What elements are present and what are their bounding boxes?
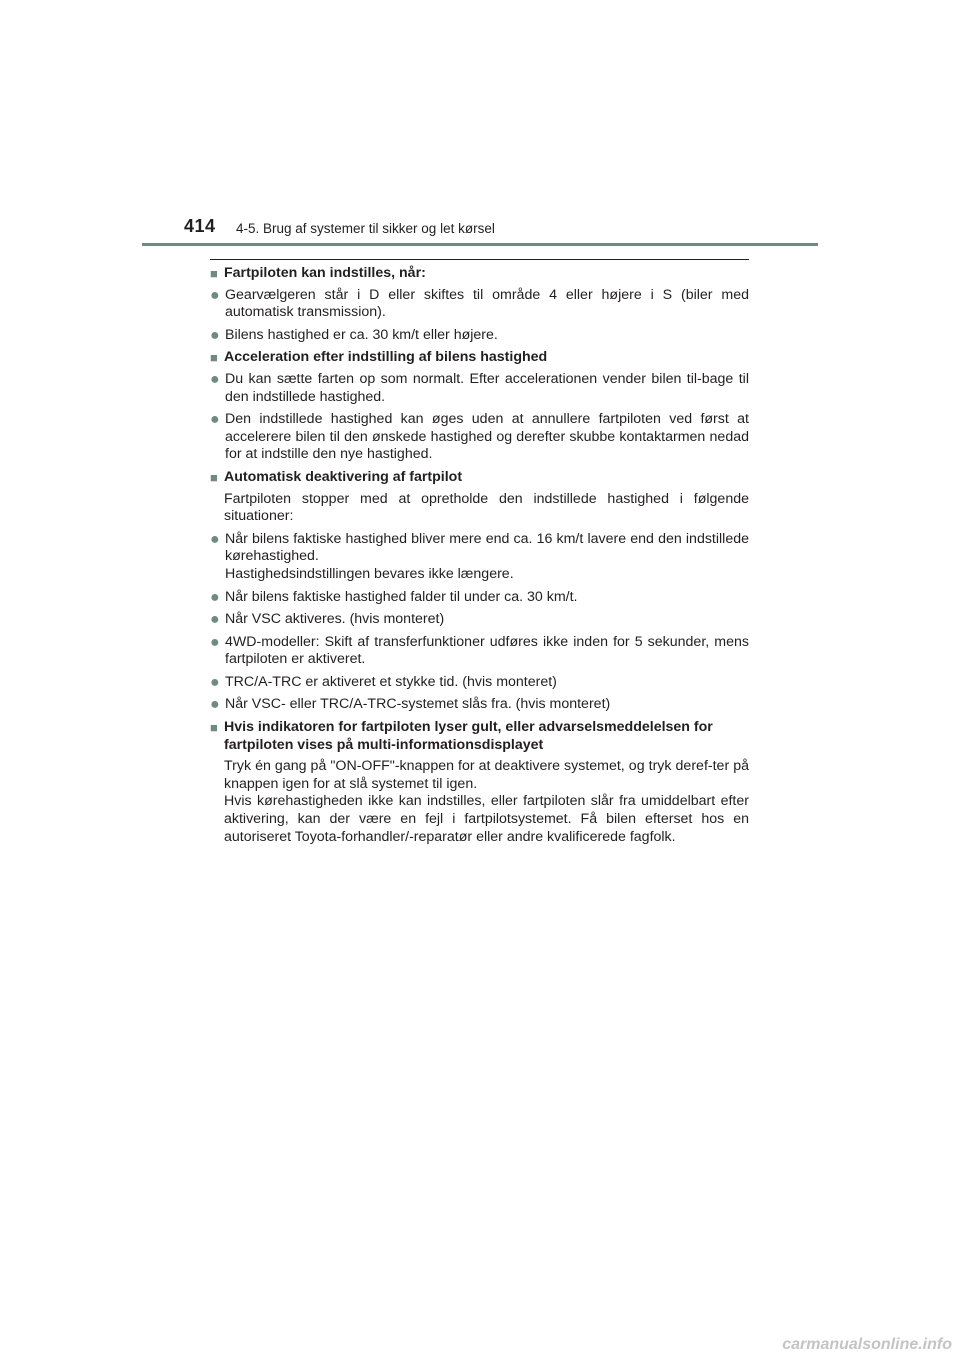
- square-bullet-icon: ■: [210, 469, 218, 485]
- round-bullet-icon: ●: [210, 696, 220, 714]
- section-heading: ■ Automatisk deaktivering af fartpilot: [210, 468, 463, 485]
- section-heading: ■ Fartpiloten kan indstilles, når:: [210, 265, 426, 281]
- list-item: ● Den indstillede hastighed kan øges uden at annullere fartpiloten ved først at accelerere bilen til den ønskede hastighed og derefter skubbe kontaktarmen nedad for at indstille den nye hastighed.: [210, 411, 749, 463]
- paragraph: Tryk én gang på "ON-OFF"-knappen for at deaktivere systemet, og tryk deref-ter på knappen igen for at slå systemet til igen.: [224, 758, 749, 792]
- list-item: ● Når bilens faktiske hastighed bliver mere end ca. 16 km/t lavere end den indstillede kørehastighed. Hastighedsindstillingen bevares ikke længere.: [210, 530, 749, 582]
- round-bullet-icon: ●: [210, 530, 220, 548]
- section-acceleration: [210, 349, 749, 464]
- page-content: [210, 265, 749, 851]
- header-rule: [142, 243, 818, 246]
- list-item: ● Når VSC- eller TRC/A-TRC-systemet slås fra. (hvis monteret): [210, 696, 611, 714]
- section-rule: [210, 259, 749, 260]
- list-item: ● Gearvælgeren står i D eller skiftes til område 4 eller højere i S (biler med automatisk transmission).: [210, 286, 749, 321]
- paragraph: Hvis kørehastigheden ikke kan indstilles, eller fartpiloten slår fra umiddelbart efter aktivering, kan der være en fejl i fartpilotsystemet. Få bilen efterset hos en autoriseret Toyota-forhandler/-reparatør eller andre kvalificerede fagfolk.: [224, 793, 749, 845]
- chapter-title: 4-5. Brug af systemer til sikker og let kørsel: [236, 221, 495, 236]
- list-item: ● Når VSC aktiveres. (hvis monteret): [210, 611, 445, 629]
- item-note: Hastighedsindstillingen bevares ikke længere.: [225, 565, 514, 582]
- section-cruise-settable: [210, 265, 749, 344]
- round-bullet-icon: ●: [210, 286, 220, 304]
- list-item: ● Bilens hastighed er ca. 30 km/t eller højere.: [210, 326, 498, 344]
- round-bullet-icon: ●: [210, 411, 220, 429]
- page-number: 414: [184, 216, 216, 236]
- list-item: ● Du kan sætte farten op som normalt. Efter accelerationen vender bilen til-bage til den indstillede hastighed.: [210, 370, 749, 405]
- list-item: ● Når bilens faktiske hastighed falder til under ca. 30 km/t.: [210, 588, 578, 606]
- section-heading: ■ Acceleration efter indstilling af bilens hastighed: [210, 349, 548, 366]
- list-item: ● 4WD-modeller: Skift af transferfunktioner udføres ikke inden for 5 sekunder, mens fartpiloten er aktiveret.: [210, 633, 749, 668]
- round-bullet-icon: ●: [210, 326, 220, 344]
- section-auto-deactivation: [210, 469, 749, 714]
- section-intro: Fartpiloten stopper med at opretholde den indstillede hastighed i følgende situationer:: [224, 490, 749, 525]
- section-heading: ■ Hvis indikatoren for fartpiloten lyser gult, eller advarselsmeddelelsen for fartpiloten vises på multi-informationsdisplayet: [210, 719, 713, 753]
- list-item: ● TRC/A-TRC er aktiveret et stykke tid. (hvis monteret): [210, 673, 557, 691]
- round-bullet-icon: ●: [210, 633, 220, 651]
- watermark-logo: carmanualsonline.info: [782, 1336, 952, 1353]
- section-indicator-warning: [210, 719, 749, 846]
- round-bullet-icon: ●: [210, 588, 220, 606]
- square-bullet-icon: ■: [210, 350, 218, 366]
- round-bullet-icon: ●: [210, 370, 220, 388]
- square-bullet-icon: ■: [210, 720, 218, 736]
- square-bullet-icon: ■: [210, 266, 218, 281]
- round-bullet-icon: ●: [210, 673, 220, 691]
- round-bullet-icon: ●: [210, 611, 220, 629]
